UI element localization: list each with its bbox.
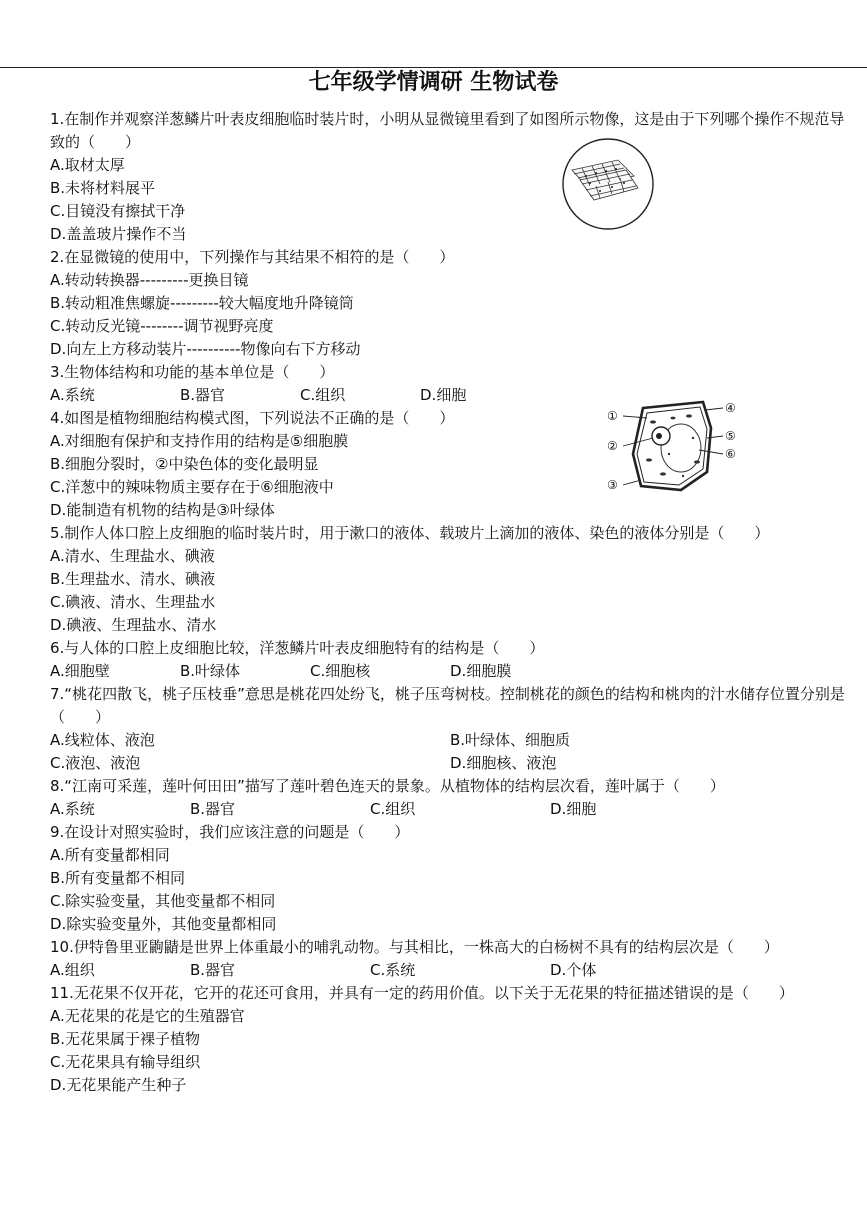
question-6-option-a: A.细胞壁 [50, 662, 110, 680]
question-3-option-b: B.器官 [180, 386, 226, 404]
question-4-stem: 4.如图是植物细胞结构模式图，下列说法不正确的是（ ） [50, 409, 455, 427]
question-2-option-d: D.向左上方移动装片----------物像向右下方移动 [50, 340, 361, 358]
question-7-option-a: A.线粒体、液泡 [50, 731, 155, 749]
exam-title: 七年级学情调研 生物试卷 [308, 70, 559, 95]
question-10-options [50, 959, 850, 982]
question-5-stem: 5.制作人体口腔上皮细胞的临时装片时，用于漱口的液体、载玻片上滴加的液体、染色的液体分别是（ ） [50, 524, 770, 542]
question-4-option-a: A.对细胞有保护和支持作用的结构是⑤细胞膜 [50, 432, 349, 450]
question-11-option-c: C.无花果具有输导组织 [50, 1053, 201, 1071]
question-7-option-c: C.液泡、液泡 [50, 754, 141, 772]
question-11-option-a: A.无花果的花是它的生殖器官 [50, 1007, 245, 1025]
question-3-options [50, 384, 850, 407]
label-1: ① [607, 409, 618, 423]
question-1-stem: 1.在制作并观察洋葱鳞片叶表皮细胞临时装片时，小明从显微镜里看到了如图所示物像，这是由于下列哪个操作不规范导致的（ ） [50, 110, 845, 151]
question-6-option-b: B.叶绿体 [180, 662, 241, 680]
question-8-stem: 8.“江南可采莲，莲叶何田田”描写了莲叶碧色连天的景象。从植物体的结构层次看，莲叶属于（ ） [50, 777, 725, 795]
question-11-stem: 11.无花果不仅开花，它开的花还可食用，并具有一定的药用价值。以下关于无花果的特征描述错误的是（ ） [50, 984, 794, 1002]
question-4-option-b: B.细胞分裂时，②中染色体的变化最明显 [50, 455, 319, 473]
question-5-option-d: D.碘液、生理盐水、清水 [50, 616, 217, 634]
question-8-options [50, 798, 850, 821]
question-1-option-a: A.取材太厚 [50, 156, 125, 174]
question-5-option-b: B.生理盐水、清水、碘液 [50, 570, 216, 588]
question-1-option-c: C.目镜没有擦拭干净 [50, 202, 186, 220]
question-3-option-a: A.系统 [50, 386, 95, 404]
question-5-option-a: A.清水、生理盐水、碘液 [50, 547, 215, 565]
label-6: ⑥ [725, 447, 736, 461]
question-3-option-c: C.组织 [300, 386, 346, 404]
question-2-option-b: B.转动粗准焦螺旋---------较大幅度地升降镜筒 [50, 294, 354, 312]
question-9-option-c: C.除实验变量，其他变量都不相同 [50, 892, 276, 910]
question-2-stem: 2.在显微镜的使用中，下列操作与其结果不相符的是（ ） [50, 248, 455, 266]
label-2: ② [607, 439, 618, 453]
question-3-option-d: D.细胞 [420, 386, 467, 404]
question-6-option-d: D.细胞膜 [450, 662, 512, 680]
question-7-stem: 7.“桃花四散飞，桃子压枝垂”意思是桃花四处纷飞，桃子压弯树枝。控制桃花的颜色的结构和桃肉的汁水储存位置分别是（ ） [50, 685, 845, 726]
question-7-option-d: D.细胞核、液泡 [450, 754, 557, 772]
question-10-option-c: C.系统 [370, 961, 416, 979]
question-11-option-d: D.无花果能产生种子 [50, 1076, 187, 1094]
question-3-stem: 3.生物体结构和功能的基本单位是（ ） [50, 363, 335, 381]
question-4-option-c: C.洋葱中的辣味物质主要存在于⑥细胞液中 [50, 478, 334, 496]
question-10-stem: 10.伊特鲁里亚鼩鼱是世界上体重最小的哺乳动物。与其相比，一株高大的白杨树不具有的结构层次是（ ） [50, 938, 779, 956]
question-9-option-a: A.所有变量都相同 [50, 846, 170, 864]
question-9-option-b: B.所有变量都不相同 [50, 869, 186, 887]
label-3: ③ [607, 478, 618, 492]
question-8-option-b: B.器官 [190, 800, 236, 818]
question-7-options-row1 [50, 729, 850, 752]
question-2-option-c: C.转动反光镜--------调节视野亮度 [50, 317, 274, 335]
question-4-option-d: D.能制造有机物的结构是③叶绿体 [50, 501, 275, 519]
question-10-option-a: A.组织 [50, 961, 95, 979]
question-11-option-b: B.无花果属于裸子植物 [50, 1030, 201, 1048]
question-6-stem: 6.与人体的口腔上皮细胞比较，洋葱鳞片叶表皮细胞特有的结构是（ ） [50, 639, 545, 657]
question-8-option-a: A.系统 [50, 800, 95, 818]
question-8-option-d: D.细胞 [550, 800, 597, 818]
label-4: ④ [725, 401, 736, 415]
question-10-option-b: B.器官 [190, 961, 236, 979]
question-2-option-a: A.转动转换器---------更换目镜 [50, 271, 249, 289]
question-6-option-c: C.细胞核 [310, 662, 371, 680]
exam-paper [50, 108, 850, 1097]
question-5-option-c: C.碘液、清水、生理盐水 [50, 593, 216, 611]
question-9-stem: 9.在设计对照实验时，我们应该注意的问题是（ ） [50, 823, 410, 841]
question-10-option-d: D.个体 [550, 961, 597, 979]
question-7-options-row2 [50, 752, 850, 775]
question-1-option-b: B.未将材料展平 [50, 179, 156, 197]
question-6-options [50, 660, 850, 683]
question-1-option-d: D.盖盖玻片操作不当 [50, 225, 187, 243]
question-9-option-d: D.除实验变量外，其他变量都相同 [50, 915, 277, 933]
question-7-option-b: B.叶绿体、细胞质 [450, 731, 571, 749]
label-5: ⑤ [725, 429, 736, 443]
question-8-option-c: C.组织 [370, 800, 416, 818]
